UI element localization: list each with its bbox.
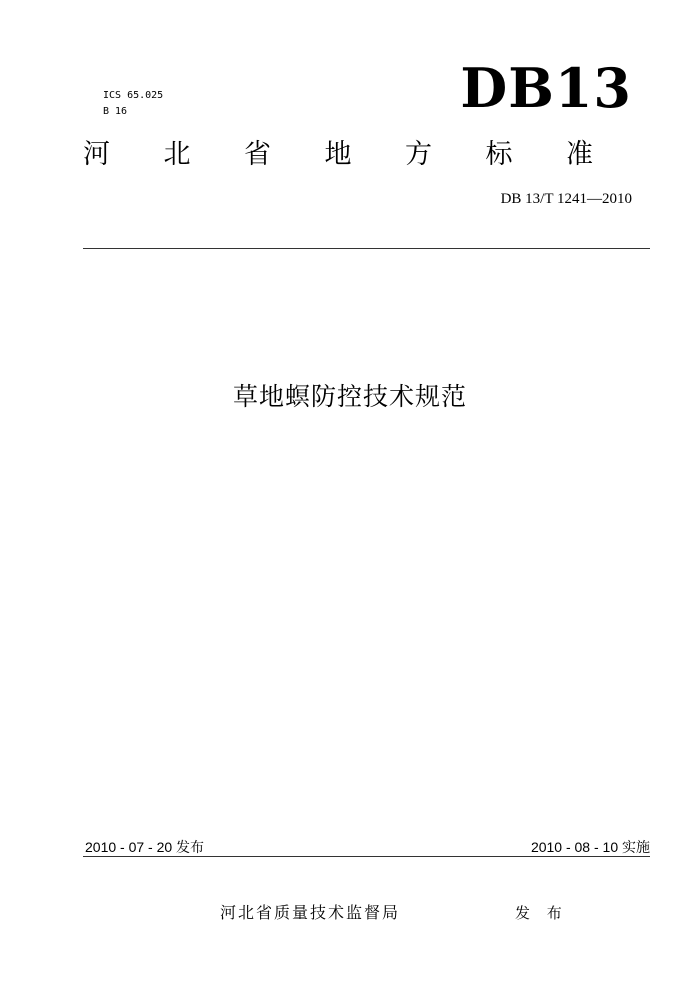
organization-char: 地 [324,139,352,170]
organization-char: 北 [163,139,191,170]
ics-code: ICS 65.025 [103,90,164,101]
organization-char: 准 [566,139,593,170]
classification-codes [103,88,163,120]
header-divider [83,248,650,249]
footer-divider [83,856,650,857]
standard-code: DB 13/T 1241—2010 [500,191,632,207]
release-date: 2010 - 07 - 20 发布 [85,839,205,855]
organization-char: 省 [244,139,271,170]
issue-label: 发 布 [515,904,568,922]
organization-char: 标 [485,139,513,170]
organization-char: 河 [83,139,110,170]
implementation-date: 2010 - 08 - 10 实施 [530,839,650,855]
standard-logo: DB13 [460,56,632,120]
organization-char: 方 [405,139,432,170]
ccs-code: B 16 [103,106,128,117]
issuing-authority: 河北省质量技术监督局 [220,903,401,922]
organization-name [83,138,593,172]
document-title: 草地螟防控技术规范 [232,382,467,411]
